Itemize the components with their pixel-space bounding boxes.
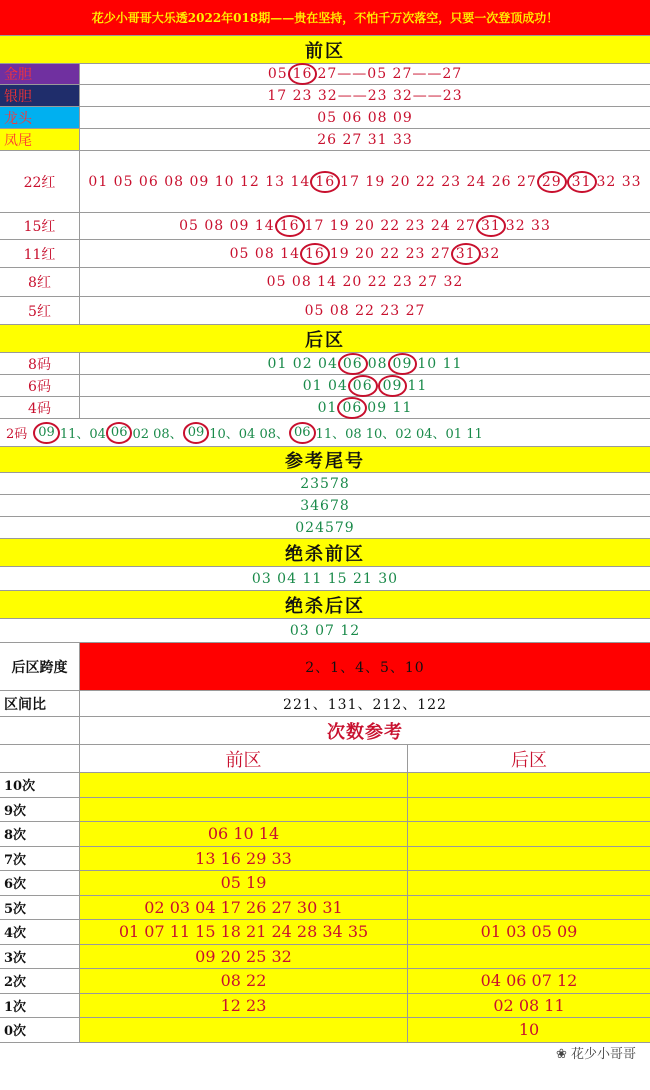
count-front-values <box>80 1018 408 1042</box>
ratio-label: 区间比 <box>0 691 80 716</box>
count-back-values <box>408 847 650 871</box>
number-text: 27——05 27——27 <box>317 66 463 82</box>
count-row-cols <box>80 994 650 1018</box>
front-row-values <box>80 240 650 267</box>
number-text: 26 27 31 33 <box>317 131 413 148</box>
count-row <box>0 994 650 1019</box>
count-back-values <box>408 945 650 969</box>
number-text: 32 33 <box>596 173 642 190</box>
circled-number: 31 <box>451 243 481 265</box>
number-text: 02 08、 <box>132 427 183 442</box>
number-text: 05 08 09 14 <box>179 218 275 234</box>
count-row-cols <box>80 945 650 969</box>
circled-number: 09 <box>183 422 210 444</box>
count-row-label: 8次 <box>0 822 80 846</box>
circled-number: 31 <box>476 215 506 237</box>
back-row-values <box>80 397 650 418</box>
count-row-label: 4次 <box>0 920 80 944</box>
count-front-values: 01 07 11 15 18 21 24 28 34 35 <box>80 920 408 944</box>
count-row-label: 10次 <box>0 773 80 797</box>
count-row <box>0 822 650 847</box>
span-label: 后区跨度 <box>0 643 80 690</box>
circled-number: 16 <box>275 215 305 237</box>
number-text: 32 33 <box>505 218 551 234</box>
count-front-values: 02 03 04 17 26 27 30 31 <box>80 896 408 920</box>
count-front-values <box>80 798 408 822</box>
count-front-values: 05 19 <box>80 871 408 895</box>
circled-number: 16 <box>288 63 318 85</box>
kill-back-header: 绝杀后区 <box>285 595 365 617</box>
count-back-values: 01 03 05 09 <box>480 922 578 942</box>
number-text: 08 <box>367 355 388 372</box>
number-text: 01 05 06 08 09 10 12 13 14 <box>88 173 311 190</box>
front-row-label: 银胆 <box>0 85 80 106</box>
count-front-values: 12 23 <box>80 994 408 1018</box>
count-row-cols <box>80 847 650 871</box>
number-text: 17 19 20 22 23 24 26 27 <box>340 173 537 190</box>
back-row <box>0 397 650 419</box>
back-row <box>0 375 650 397</box>
count-row-cols <box>80 773 650 797</box>
tail-row <box>0 473 650 495</box>
count-row-label: 1次 <box>0 994 80 1018</box>
count-header-row <box>0 717 650 745</box>
back-row-label: 4码 <box>0 397 80 418</box>
number-text: 11、04 <box>59 427 106 442</box>
number-text: 01 <box>317 399 338 416</box>
front-row <box>0 151 650 213</box>
number-text: 10 11 <box>417 355 463 372</box>
circled-number: 09 <box>388 353 418 375</box>
front-row-values <box>80 85 650 106</box>
count-back-values: 04 06 07 12 <box>480 971 578 991</box>
tail-row <box>0 517 650 539</box>
number-text: 05 <box>267 66 288 82</box>
front-row-values <box>80 151 650 212</box>
front-header-row <box>0 36 650 64</box>
front-row-label: 5红 <box>0 297 80 324</box>
count-header: 次数参考 <box>327 721 403 743</box>
span-row <box>0 643 650 691</box>
count-row-label: 9次 <box>0 798 80 822</box>
number-text: 05 08 14 20 22 23 27 32 <box>266 274 464 290</box>
number-text: 01 02 04 <box>267 355 338 372</box>
count-row-label: 0次 <box>0 1018 80 1042</box>
count-row <box>0 773 650 798</box>
circled-number: 06 <box>337 397 367 419</box>
tail-row-value: 024579 <box>295 519 355 536</box>
number-text: 32 <box>480 245 501 262</box>
circled-number: 16 <box>300 243 330 265</box>
count-row-cols <box>80 871 650 895</box>
count-front-values <box>80 773 408 797</box>
count-back-values <box>408 822 650 846</box>
front-row-label: 15红 <box>0 213 80 239</box>
count-row-label: 6次 <box>0 871 80 895</box>
count-row-cols <box>80 896 650 920</box>
back-row-values <box>0 419 650 446</box>
count-back-values <box>408 896 650 920</box>
circled-number: 31 <box>567 171 597 193</box>
front-row-values <box>80 107 650 128</box>
number-text: 17 19 20 22 23 24 27 <box>304 218 476 234</box>
count-subheader-cols <box>80 745 650 772</box>
circled-number: 16 <box>310 171 340 193</box>
front-row-label: 凤尾 <box>0 129 80 150</box>
count-row <box>0 1018 650 1043</box>
front-row-values <box>80 268 650 296</box>
front-row-values <box>80 129 650 150</box>
watermark-text: 花少小哥哥 <box>570 1047 636 1062</box>
sheet-title <box>0 0 650 36</box>
tail-row-value: 34678 <box>300 497 350 514</box>
front-row-label: 金胆 <box>0 64 80 84</box>
span-value: 2、1、4、5、10 <box>80 643 650 690</box>
ratio-row <box>0 691 650 717</box>
count-row-cols <box>80 920 650 944</box>
count-row <box>0 896 650 921</box>
front-row-label: 8红 <box>0 268 80 296</box>
kill-front-row <box>0 567 650 591</box>
count-front-header: 前区 <box>80 745 408 772</box>
count-row <box>0 798 650 823</box>
number-text: 01 04 <box>302 377 348 394</box>
ratio-value: 221、131、212、122 <box>283 696 447 713</box>
count-back-values: 10 <box>518 1020 540 1040</box>
number-text: 05 06 08 09 <box>317 109 413 126</box>
circled-number: 09 <box>378 375 408 397</box>
number-text: 05 08 14 <box>229 245 300 262</box>
count-row-label: 5次 <box>0 896 80 920</box>
count-back-values <box>408 773 650 797</box>
kill-front-header-row <box>0 539 650 567</box>
count-row-label: 2次 <box>0 969 80 993</box>
circled-number: 06 <box>338 353 368 375</box>
tail-row <box>0 495 650 517</box>
front-header: 前区 <box>305 40 345 62</box>
count-front-values: 13 16 29 33 <box>80 847 408 871</box>
number-text: 09 11 <box>367 399 413 416</box>
circled-number: 06 <box>106 422 133 444</box>
count-header-spacer <box>0 717 80 744</box>
count-row <box>0 920 650 945</box>
circled-number: 29 <box>537 171 567 193</box>
count-back-values: 02 08 11 <box>493 995 565 1015</box>
kill-front-values: 03 04 11 15 21 30 <box>251 570 399 587</box>
back-row <box>0 353 650 375</box>
kill-front-header: 绝杀前区 <box>285 543 365 565</box>
front-row-values <box>80 64 650 84</box>
front-row-label: 龙头 <box>0 107 80 128</box>
kill-back-header-row <box>0 591 650 619</box>
count-subheader-row <box>0 745 650 773</box>
front-row <box>0 107 650 129</box>
front-row-values <box>80 213 650 239</box>
count-back-values <box>408 871 650 895</box>
front-row <box>0 213 650 240</box>
number-text: 11、08 10、02 04、01 11 <box>315 427 483 442</box>
count-back-header: 后区 <box>511 749 547 771</box>
count-row-cols <box>80 798 650 822</box>
front-row-label: 11红 <box>0 240 80 267</box>
count-row-cols <box>80 969 650 993</box>
back-row <box>0 419 650 447</box>
count-row <box>0 969 650 994</box>
wechat-icon: ❀ <box>555 1047 571 1062</box>
front-row <box>0 129 650 151</box>
count-row-cols <box>80 822 650 846</box>
back-row-values <box>80 375 650 396</box>
number-text: 10、04 08、 <box>209 427 289 442</box>
count-row-label: 3次 <box>0 945 80 969</box>
count-back-values <box>408 798 650 822</box>
back-header-row <box>0 325 650 353</box>
back-row-values <box>80 353 650 374</box>
count-subheader-spacer <box>0 745 80 772</box>
number-text: 17 23 32——23 32——23 <box>267 87 463 104</box>
kill-back-row <box>0 619 650 643</box>
count-row <box>0 847 650 872</box>
circled-number: 09 <box>33 422 60 444</box>
count-row-label: 7次 <box>0 847 80 871</box>
tail-header-row <box>0 447 650 473</box>
count-row-cols <box>80 1018 650 1042</box>
front-row <box>0 85 650 107</box>
title-text: 花少小哥哥大乐透2022年018期——贵在坚持，不怕千万次落空，只要一次登顶成功！ <box>91 11 559 25</box>
front-row-label: 22红 <box>0 151 80 212</box>
circled-number: 06 <box>289 422 316 444</box>
tail-header: 参考尾号 <box>285 450 365 472</box>
count-row <box>0 871 650 896</box>
count-row <box>0 945 650 970</box>
tail-row-value: 23578 <box>300 475 350 492</box>
front-row-values <box>80 297 650 324</box>
circled-number: 06 <box>348 375 378 397</box>
front-row <box>0 64 650 85</box>
count-front-values: 08 22 <box>80 969 408 993</box>
kill-back-values: 03 07 12 <box>289 622 361 639</box>
back-header: 后区 <box>305 329 345 351</box>
front-row <box>0 297 650 325</box>
front-row <box>0 240 650 268</box>
count-front-values: 06 10 14 <box>80 822 408 846</box>
back-row-label: 6码 <box>0 375 80 396</box>
front-row <box>0 268 650 297</box>
number-text: 05 08 22 23 27 <box>304 302 426 319</box>
back-row-label: 8码 <box>0 353 80 374</box>
count-front-values: 09 20 25 32 <box>80 945 408 969</box>
number-text: 19 20 22 23 27 <box>329 245 451 262</box>
number-text: 11 <box>407 377 428 394</box>
watermark <box>556 1043 636 1062</box>
back-row-label: 2码 <box>6 427 28 442</box>
